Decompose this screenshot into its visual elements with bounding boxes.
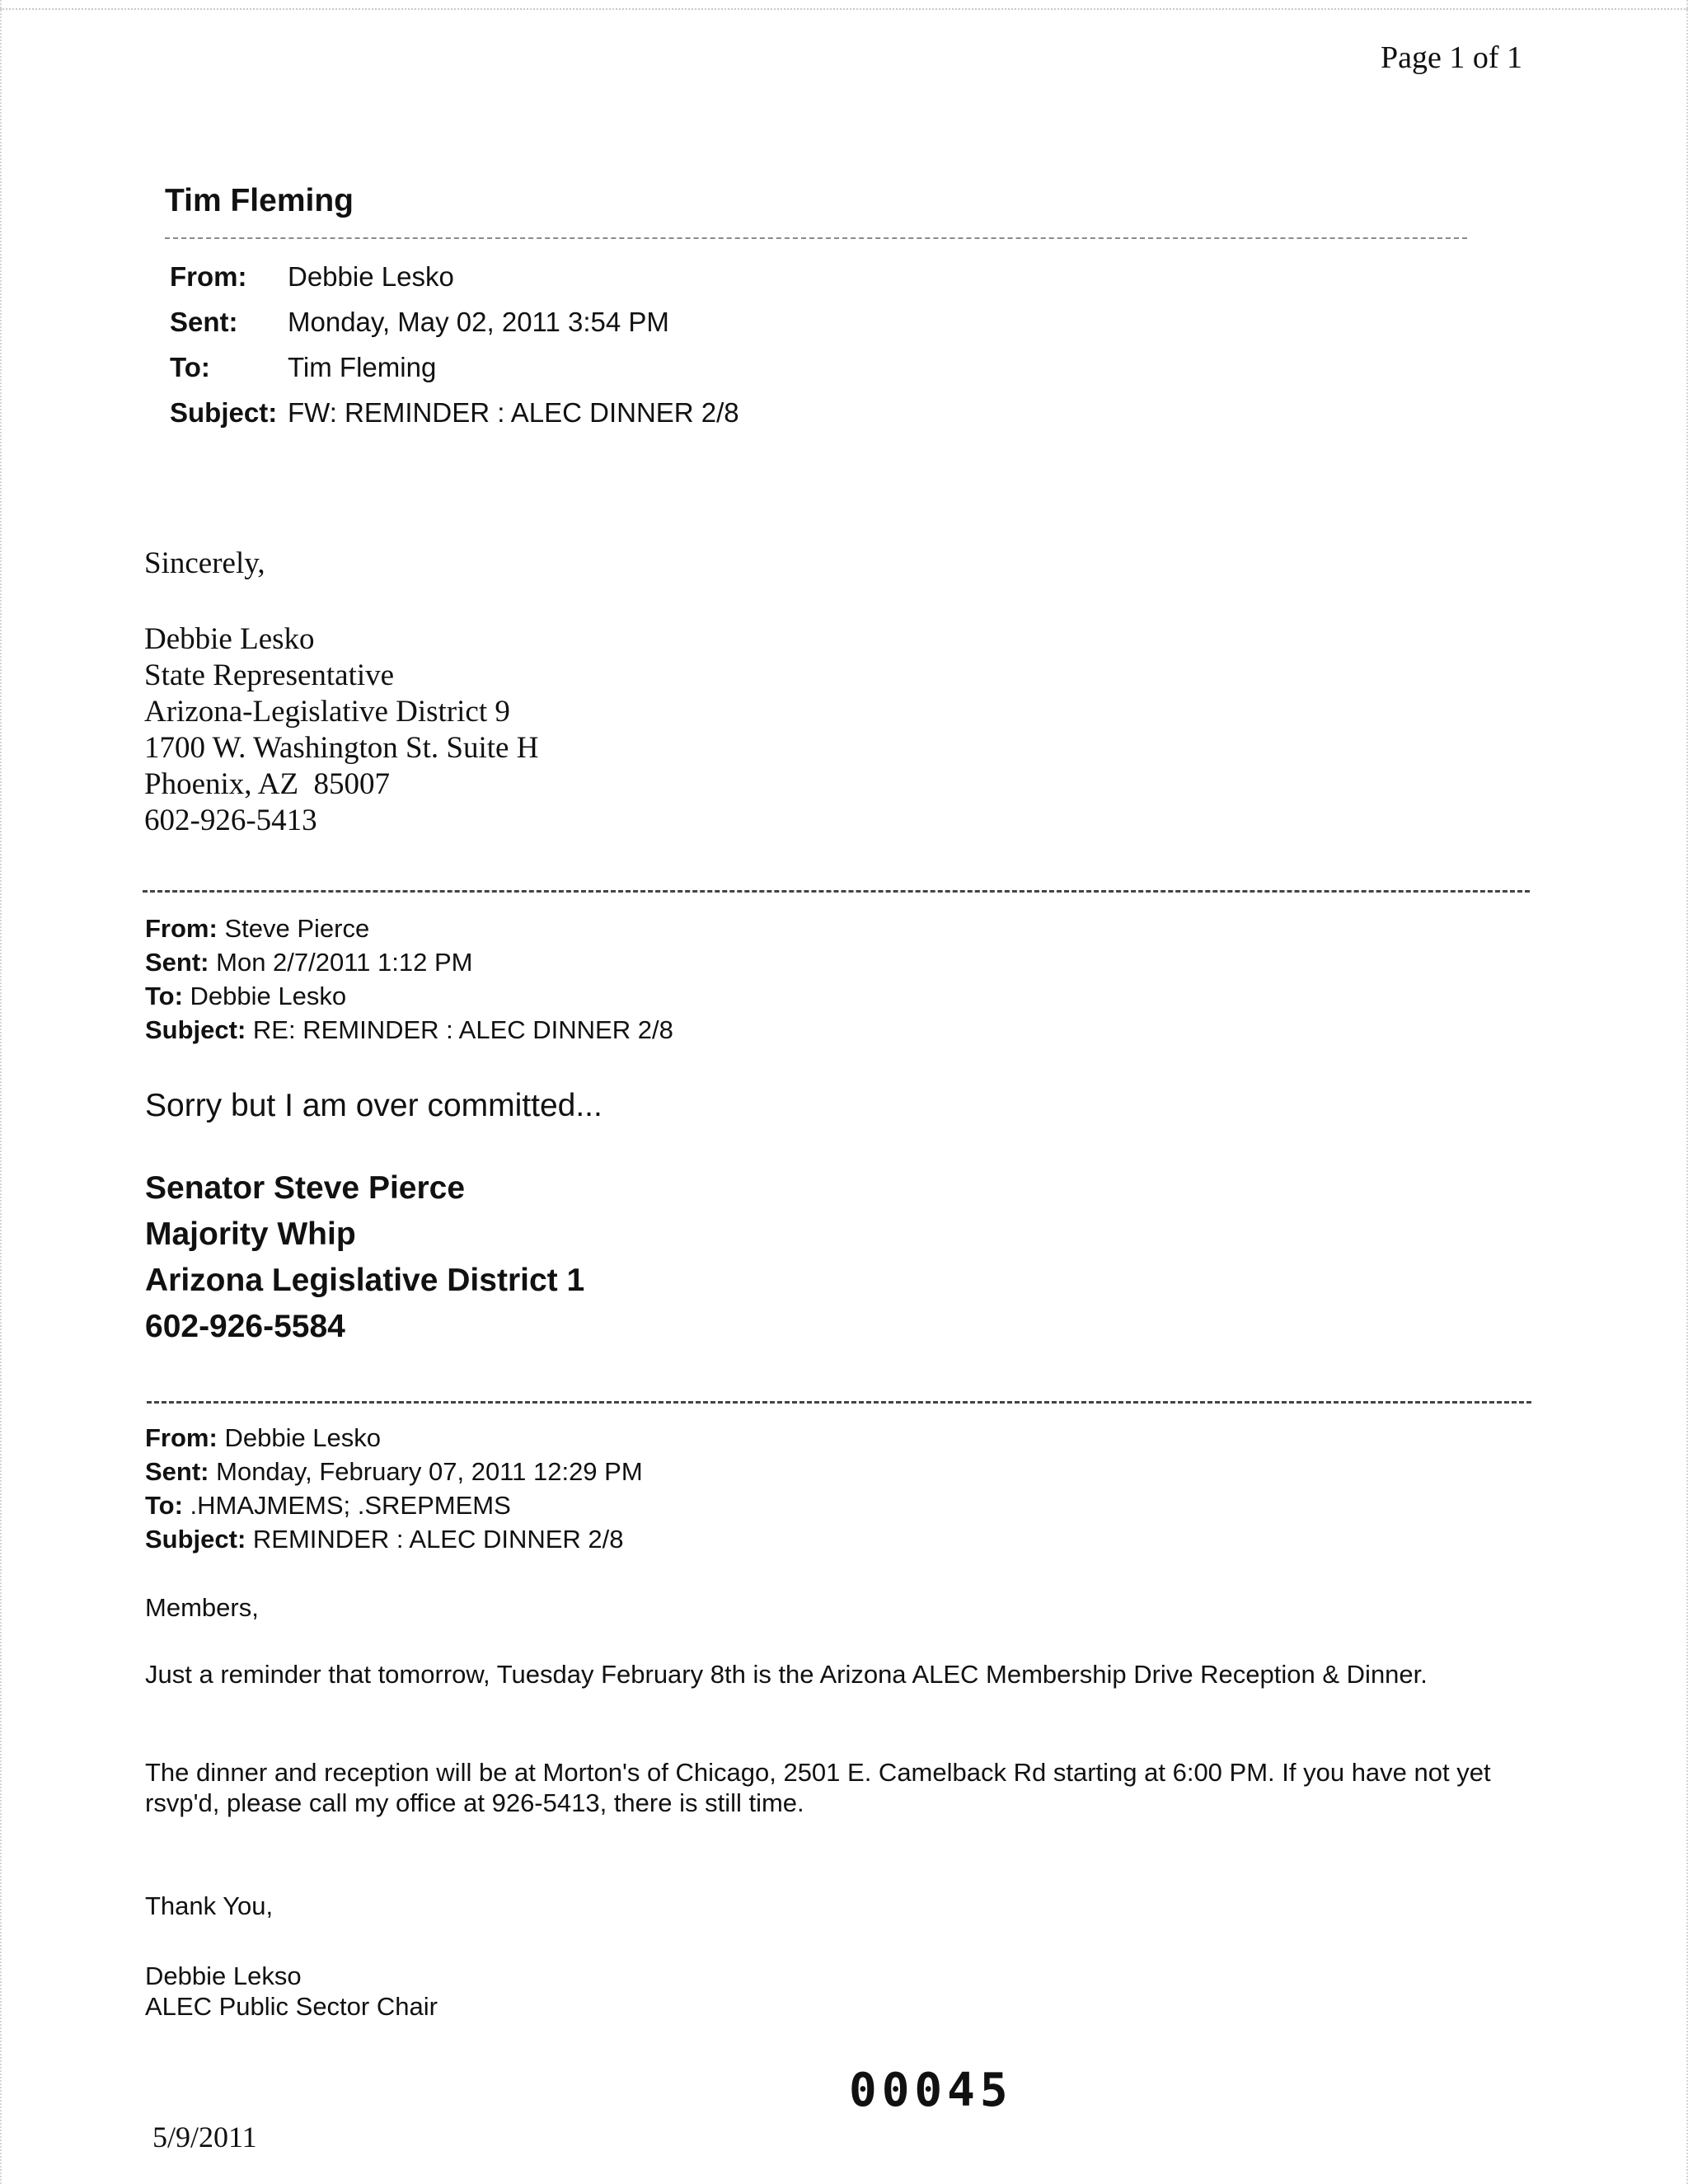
reply-email-header <box>145 912 673 1047</box>
outer-to-value: Tim Fleming <box>288 352 437 382</box>
reply-sent-value: Mon 2/7/2011 1:12 PM <box>216 948 473 977</box>
original-email-header <box>145 1421 643 1556</box>
reply-from-value: Steve Pierce <box>224 914 370 943</box>
body-paragraph-2: The dinner and reception will be at Morton's of Chicago, 2501 E. Camelback Rd starting at 6:00 PM. If you have not yet rsvp'd, please call my office at 926-5413, there is still time. <box>145 1758 1491 1817</box>
pierce-sig-line: Arizona Legislative District 1 <box>145 1263 585 1298</box>
original-sent-label: Sent: <box>145 1457 209 1486</box>
reply-to-value: Debbie Lesko <box>190 982 347 1010</box>
outer-subject-value: FW: REMINDER : ALEC DINNER 2/8 <box>288 397 739 428</box>
original-sent-row <box>145 1455 643 1488</box>
original-subject-value: REMINDER : ALEC DINNER 2/8 <box>252 1525 624 1554</box>
outer-subject-row <box>170 390 739 435</box>
mailbox-owner-name: Tim Fleming <box>165 183 354 218</box>
reply-sent-label: Sent: <box>145 948 209 977</box>
print-date: 5/9/2011 <box>152 2121 257 2154</box>
closing-signature-name: Debbie Lekso <box>145 1961 302 1990</box>
body-paragraph-1: Just a reminder that tomorrow, Tuesday February 8th is the Arizona ALEC Membership Drive Reception & Dinner. <box>145 1660 1428 1689</box>
outer-to-row <box>170 344 739 390</box>
outer-sent-row <box>170 299 739 344</box>
header-divider <box>165 237 1467 239</box>
original-sent-value: Monday, February 07, 2011 12:29 PM <box>216 1457 643 1486</box>
pierce-sig-line: Senator Steve Pierce <box>145 1170 466 1206</box>
outer-sent-value: Monday, May 02, 2011 3:54 PM <box>288 307 669 337</box>
scan-left-edge <box>0 0 4 2184</box>
lesko-sig-line: Debbie Lesko <box>144 622 315 656</box>
lesko-sig-line: Phoenix, AZ 85007 <box>144 767 391 801</box>
original-subject-label: Subject: <box>145 1525 246 1554</box>
reply-subject-label: Subject: <box>145 1015 246 1044</box>
reply-body-text: Sorry but I am over committed... <box>145 1088 603 1123</box>
closing-signature-title: ALEC Public Sector Chair <box>145 1992 438 2021</box>
page-number: Page 1 of 1 <box>1381 40 1523 75</box>
reply-subject-value: RE: REMINDER : ALEC DINNER 2/8 <box>252 1015 673 1044</box>
reply-separator <box>143 890 1530 893</box>
reply-sent-row <box>145 945 673 979</box>
original-from-row <box>145 1421 643 1455</box>
reply-from-row <box>145 912 673 945</box>
pierce-sig-line: Majority Whip <box>145 1216 356 1252</box>
reply-to-row <box>145 979 673 1013</box>
outer-from-value: Debbie Lesko <box>288 261 454 292</box>
original-separator <box>147 1401 1531 1404</box>
outer-to-label: To: <box>170 352 210 382</box>
original-from-label: From: <box>145 1423 218 1452</box>
outer-from-label: From: <box>170 261 247 292</box>
outer-from-row <box>170 254 739 299</box>
original-to-label: To: <box>145 1491 183 1520</box>
lesko-sig-line: State Representative <box>144 658 395 692</box>
scan-top-edge <box>0 0 1688 10</box>
pierce-sig-line: 602-926-5584 <box>145 1309 345 1344</box>
lesko-sig-line: 1700 W. Washington St. Suite H <box>144 731 539 765</box>
reply-from-label: From: <box>145 914 218 943</box>
original-to-value: .HMAJMEMS; .SREPMEMS <box>190 1491 511 1520</box>
reply-subject-row <box>145 1013 673 1047</box>
original-from-value: Debbie Lesko <box>224 1423 382 1452</box>
lesko-sig-line: 602-926-5413 <box>144 804 317 837</box>
lesko-sig-line: Arizona-Legislative District 9 <box>144 695 510 729</box>
signoff-text: Sincerely, <box>144 546 265 580</box>
reply-to-label: To: <box>145 982 183 1010</box>
scan-right-edge <box>1684 0 1688 2184</box>
closing-text: Thank You, <box>145 1891 274 1920</box>
bates-number: 00045 <box>849 2064 1013 2117</box>
original-subject-row <box>145 1522 643 1556</box>
greeting-text: Members, <box>145 1593 259 1622</box>
pierce-signature-block <box>145 1165 584 1350</box>
outer-sent-label: Sent: <box>170 307 238 337</box>
lesko-signature-block <box>144 621 538 839</box>
outer-subject-label: Subject: <box>170 397 278 428</box>
outer-email-header <box>170 254 739 435</box>
original-to-row <box>145 1488 643 1522</box>
